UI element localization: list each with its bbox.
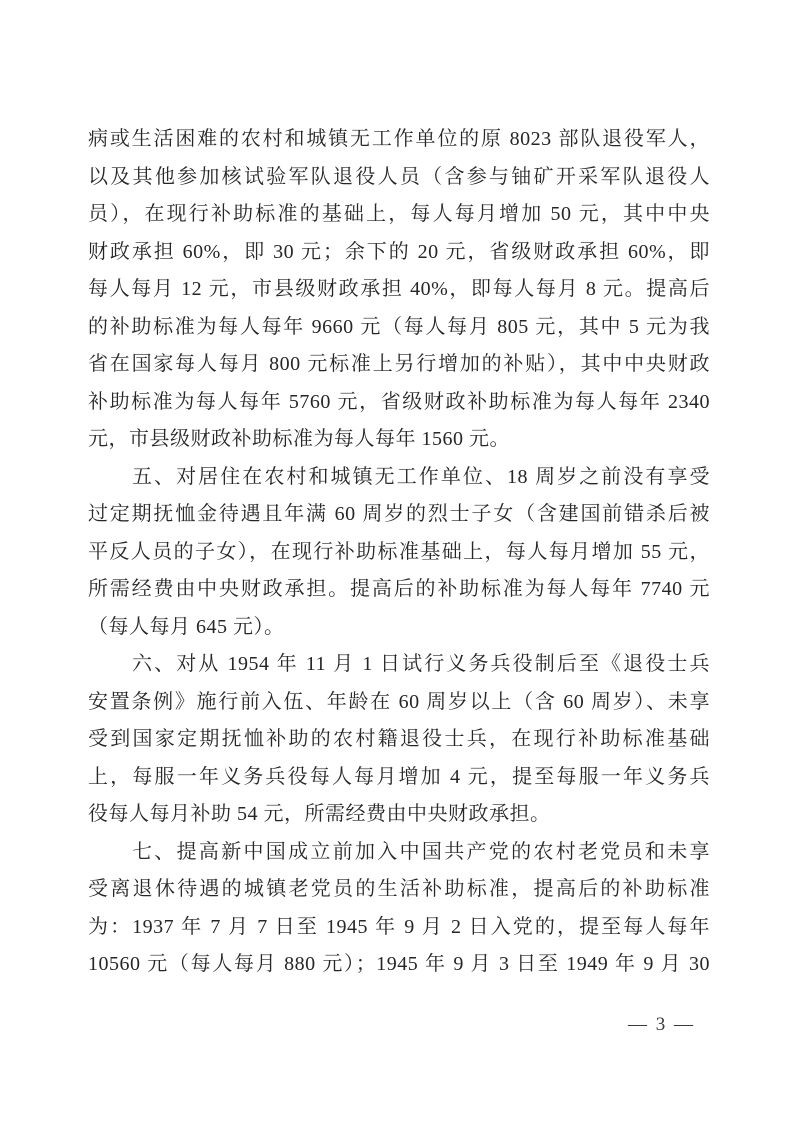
document-body [88, 121, 710, 984]
text-line: 病或生活困难的农村和城镇无工作单位的原 8023 部队退役军人， [88, 128, 710, 150]
text-line: （每人每月 645 元）。 [88, 615, 285, 638]
text-line: 六、对从 1954 年 11 月 1 日试行义务兵役制后至《退役士兵 [132, 653, 710, 675]
text-line: 元，市县级财政补助标准为每人每年 1560 元。 [88, 428, 510, 450]
text-line: 为：1937 年 7 月 7 日至 1945 年 9 月 2 日入党的，提至每人每年 [88, 915, 710, 938]
text-line: 以及其他参加核试验军队退役人员（含参与铀矿开采军队退役人 [88, 165, 710, 188]
text-line: 平反人员的子女），在现行补助标准基础上，每人每月增加 55 元， [88, 540, 710, 563]
text-line: 省在国家每人每月 800 元标准上另行增加的补贴），其中中央财政 [88, 353, 710, 375]
text-line: 过定期抚恤金待遇且年满 60 周岁的烈士子女（含建国前错杀后被 [88, 503, 710, 525]
text-line: 上，每服一年义务兵役每人每月增加 4 元，提至每服一年义务兵 [88, 765, 710, 788]
text-line: 所需经费由中央财政承担。提高后的补助标准为每人每年 7740 元 [88, 578, 710, 600]
text-line: 安置条例》施行前入伍、年龄在 60 周岁以上（含 60 周岁）、未享 [88, 690, 710, 713]
text-line: 财政承担 60%，即 30 元；余下的 20 元，省级财政承担 60%，即 [88, 240, 710, 263]
text-line: 受离退休待遇的城镇老党员的生活补助标准，提高后的补助标准 [88, 878, 710, 900]
page-number: — 3 — [628, 1014, 695, 1035]
text-line: 五、对居住在农村和城镇无工作单位、18 周岁之前没有享受 [132, 465, 710, 488]
paragraph-section-6 [88, 646, 710, 834]
text-line: 的补助标准为每人每年 9660 元（每人每月 805 元，其中 5 元为我 [88, 315, 710, 338]
text-line: 10560 元（每人每月 880 元）；1945 年 9 月 3 日至 1949 年 9 月 30 [88, 953, 710, 975]
text-line: 七、提高新中国成立前加入中国共产党的农村老党员和未享 [132, 840, 710, 863]
text-line: 受到国家定期抚恤补助的农村籍退役士兵，在现行补助标准基础 [88, 728, 710, 750]
paragraph-section-7 [88, 834, 710, 984]
paragraph-section-5 [88, 459, 710, 647]
text-line: 役每人每月补助 54 元，所需经费由中央财政承担。 [88, 803, 551, 825]
text-line: 员），在现行补助标准的基础上，每人每月增加 50 元，其中中央 [88, 203, 710, 225]
paragraph-section-4-continuation [88, 121, 710, 459]
text-line: 每人每月 12 元，市县级财政承担 40%，即每人每月 8 元。提高后 [88, 278, 710, 300]
text-line: 补助标准为每人每年 5760 元，省级财政补助标准为每人每年 2340 [88, 390, 710, 413]
